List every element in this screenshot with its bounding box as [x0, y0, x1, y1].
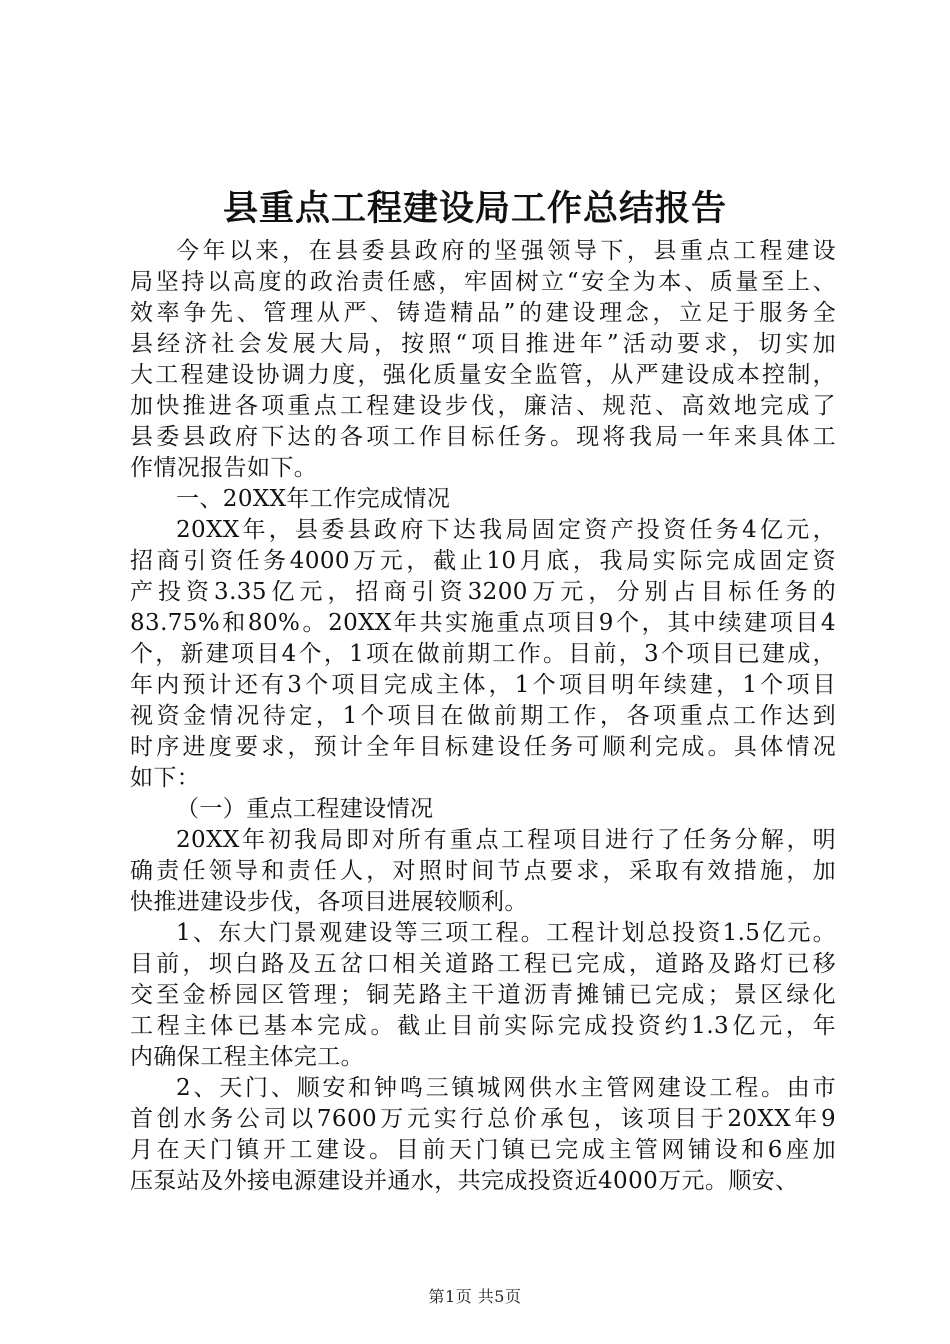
- paragraph-line: 招商引资任务4000万元，截止10月底，我局实际完成固定资: [130, 548, 836, 574]
- section-heading: （一）重点工程建设情况: [176, 796, 434, 822]
- paragraph-line: 局坚持以高度的政治责任感，牢固树立“安全为本、质量至上、: [130, 269, 836, 295]
- paragraph-line: 首创水务公司以7600万元实行总价承包，该项目于20XX年9: [130, 1106, 836, 1132]
- paragraph-line: 县委县政府下达的各项工作目标任务。现将我局一年来具体工: [130, 424, 836, 450]
- paragraph-line: 1、东大门景观建设等三项工程。工程计划总投资1.5亿元。: [176, 920, 836, 946]
- paragraph-line: 快推进建设步伐，各项目进展较顺利。: [130, 889, 528, 915]
- paragraph-line: 20XX年初我局即对所有重点工程项目进行了任务分解，明: [176, 827, 836, 853]
- document-body: [130, 236, 836, 1197]
- paragraph-line: 工程主体已基本完成。截止目前实际完成投资约1.3亿元，年: [130, 1013, 836, 1039]
- paragraph-line: 压泵站及外接电源建设并通水，共完成投资近4000万元。顺安、: [130, 1168, 799, 1194]
- paragraph-line: 83.75%和80%。20XX年共实施重点项目9个，其中续建项目4: [130, 610, 836, 636]
- paragraph-line: 月在天门镇开工建设。目前天门镇已完成主管网铺设和6座加: [130, 1137, 836, 1163]
- paragraph-line: 如下：: [130, 765, 201, 791]
- paragraph-line: 交至金桥园区管理；铜芜路主干道沥青摊铺已完成；景区绿化: [130, 982, 836, 1008]
- body-paragraph: [130, 918, 836, 1073]
- paragraph-line: 目前，坝白路及五岔口相关道路工程已完成，道路及路灯已移: [130, 951, 836, 977]
- paragraph-line: 大工程建设协调力度，强化质量安全监管，从严建设成本控制，: [130, 362, 836, 388]
- document-title: 县重点工程建设局工作总结报告: [222, 188, 727, 229]
- paragraph-line: 视资金情况待定，1个项目在做前期工作，各项重点工作达到: [130, 703, 836, 729]
- page-footer: 第1页 共5页: [428, 1287, 522, 1306]
- paragraph-line: 加快推进各项重点工程建设步伐，廉洁、规范、高效地完成了: [130, 393, 836, 419]
- paragraph-line: 2、天门、顺安和钟鸣三镇城网供水主管网建设工程。由市: [176, 1075, 836, 1101]
- body-paragraph: [130, 1073, 836, 1197]
- paragraph-line: 效率争先、管理从严、铸造精品”的建设理念，立足于服务全: [130, 300, 836, 326]
- body-paragraph: [130, 236, 836, 484]
- paragraph-line: 个，新建项目4个，1项在做前期工作。目前，3个项目已建成，: [130, 641, 836, 667]
- section-heading: 一、20XX年工作完成情况: [176, 486, 451, 512]
- paragraph-line: 县经济社会发展大局，按照“项目推进年”活动要求，切实加: [130, 331, 836, 357]
- paragraph-line: 时序进度要求，预计全年目标建设任务可顺利完成。具体情况: [130, 734, 836, 760]
- paragraph-line: 确责任领导和责任人，对照时间节点要求，采取有效措施，加: [130, 858, 836, 884]
- body-paragraph: [130, 515, 836, 794]
- paragraph-line: 今年以来，在县委县政府的坚强领导下，县重点工程建设: [176, 238, 836, 264]
- paragraph-line: 年内预计还有3个项目完成主体，1个项目明年续建，1个项目: [130, 672, 836, 698]
- paragraph-line: 20XX年，县委县政府下达我局固定资产投资任务4亿元，: [176, 517, 836, 543]
- paragraph-line: 产投资3.35亿元，招商引资3200万元，分别占目标任务的: [130, 579, 836, 605]
- paragraph-line: 作情况报告如下。: [130, 455, 318, 481]
- paragraph-line: 内确保工程主体完工。: [130, 1044, 364, 1070]
- body-paragraph: [130, 825, 836, 918]
